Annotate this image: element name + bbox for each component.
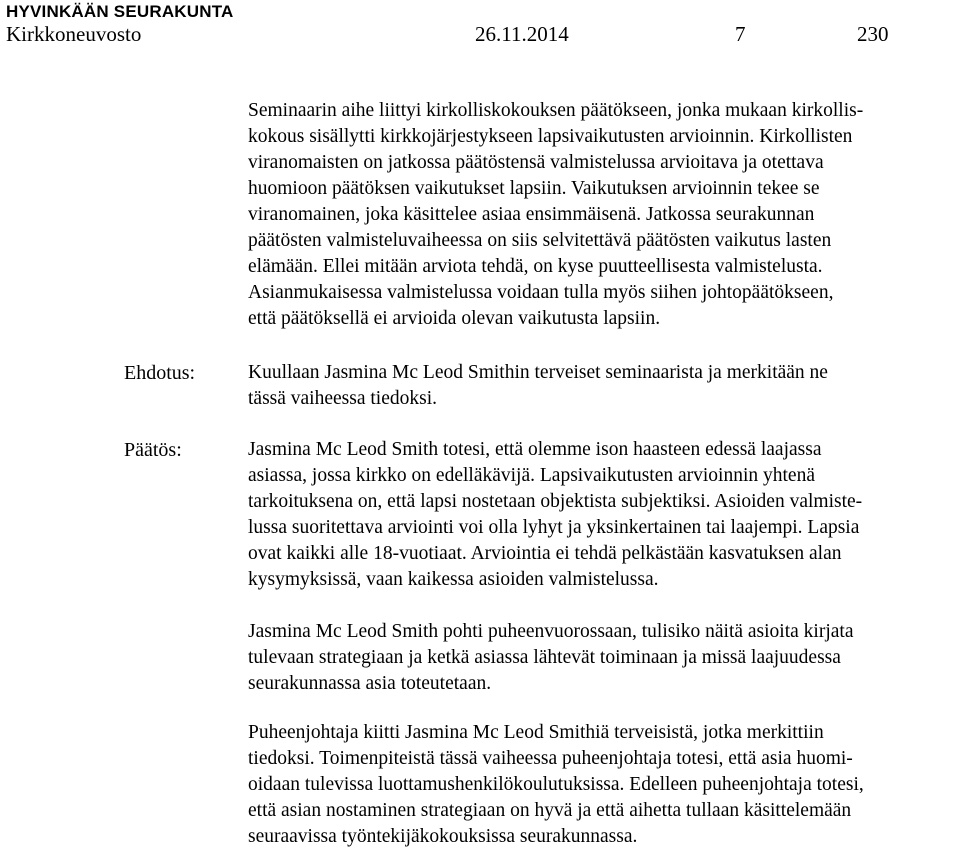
text-line: Puheenjohtaja kiitti Jasmina Mc Leod Smithiä terveisistä, jotka merkittiin — [248, 722, 824, 743]
paragraph-proposal — [248, 360, 958, 412]
text-line: Kuullaan Jasmina Mc Leod Smithin terveiset seminaarista ja merkitään ne — [248, 362, 828, 383]
text-line: viranomaisten on jatkossa päätöstensä valmistelussa arvioitava ja otettava — [248, 152, 824, 173]
text-line: että asian nostaminen strategiaan on hyvä ja että aihetta tullaan käsittelemään — [248, 800, 852, 821]
paragraph-seminar — [248, 98, 958, 332]
decision-label: Päätös: — [124, 439, 182, 461]
text-line: kokous sisällytti kirkkojärjestykseen lapsivaikutusten arvioinnin. Kirkollisten — [248, 126, 853, 147]
text-line: kysymyksissä, vaan kaikessa asioiden valmistelussa. — [248, 569, 659, 590]
text-line: päätösten valmisteluvaiheessa on siis selvitettävä päätösten vaikutus lasten — [248, 230, 832, 251]
page-number: 7 — [735, 22, 746, 46]
text-line: ovat kaikki alle 18-vuotiaat. Arviointia ei tehdä pelkästään kasvatuksen alan — [248, 543, 842, 564]
text-line: Seminaarin aihe liittyi kirkolliskokouksen päätökseen, jonka mukaan kirkollis- — [248, 100, 864, 121]
section-number: 230 — [857, 22, 889, 46]
text-line: lussa suoritettava arviointi voi olla lyhyt ja yksinkertainen tai laajempi. Lapsia — [248, 517, 860, 538]
text-line: että päätöksellä ei arvioida olevan vaikutusta lapsiin. — [248, 308, 661, 329]
text-line: tiedoksi. Toimenpiteistä tässä vaiheessa puheenjohtaja totesi, että asia huomi- — [248, 748, 853, 769]
text-line: huomioon päätöksen vaikutukset lapsiin. Vaikutuksen arvioinnin tekee se — [248, 178, 820, 199]
text-line: asiassa, jossa kirkko on edelläkävijä. Lapsivaikutusten arvioinnin yhtenä — [248, 465, 815, 486]
paragraph-decision — [248, 437, 958, 593]
text-line: Jasmina Mc Leod Smith pohti puheenvuorossaan, tulisiko näitä asioita kirjata — [248, 621, 854, 642]
proposal-label: Ehdotus: — [124, 362, 196, 384]
text-line: seuraavissa työntekijäkokouksissa seurakunnassa. — [248, 826, 638, 847]
paragraph-chair — [248, 720, 958, 850]
text-line: tarkoituksena on, että lapsi nostetaan objektista subjektiksi. Asioiden valmiste- — [248, 491, 863, 512]
text-line: oidaan tulevissa luottamushenkilökoulutuksissa. Edelleen puheenjohtaja totesi, — [248, 774, 864, 795]
meeting-body: Kirkkoneuvosto — [6, 22, 142, 46]
text-line: elämään. Ellei mitään arviota tehdä, on kyse puutteellisesta valmistelusta. — [248, 256, 823, 277]
paragraph-strategy — [248, 619, 958, 697]
text-line: viranomainen, joka käsittelee asiaa ensimmäisenä. Jatkossa seurakunnan — [248, 204, 815, 225]
text-line: tulevaan strategiaan ja ketkä asiassa lähtevät toiminaan ja missä laajuudessa — [248, 647, 841, 668]
text-line: tässä vaiheessa tiedoksi. — [248, 388, 437, 409]
text-line: Asianmukaisessa valmistelussa voidaan tulla myös siihen johtopäätökseen, — [248, 282, 834, 303]
meeting-date: 26.11.2014 — [475, 22, 569, 46]
text-line: Jasmina Mc Leod Smith totesi, että olemme ison haasteen edessä laajassa — [248, 439, 822, 460]
text-line: seurakunnassa asia toteutetaan. — [248, 673, 492, 694]
organization-name: HYVINKÄÄN SEURAKUNTA — [6, 2, 234, 21]
